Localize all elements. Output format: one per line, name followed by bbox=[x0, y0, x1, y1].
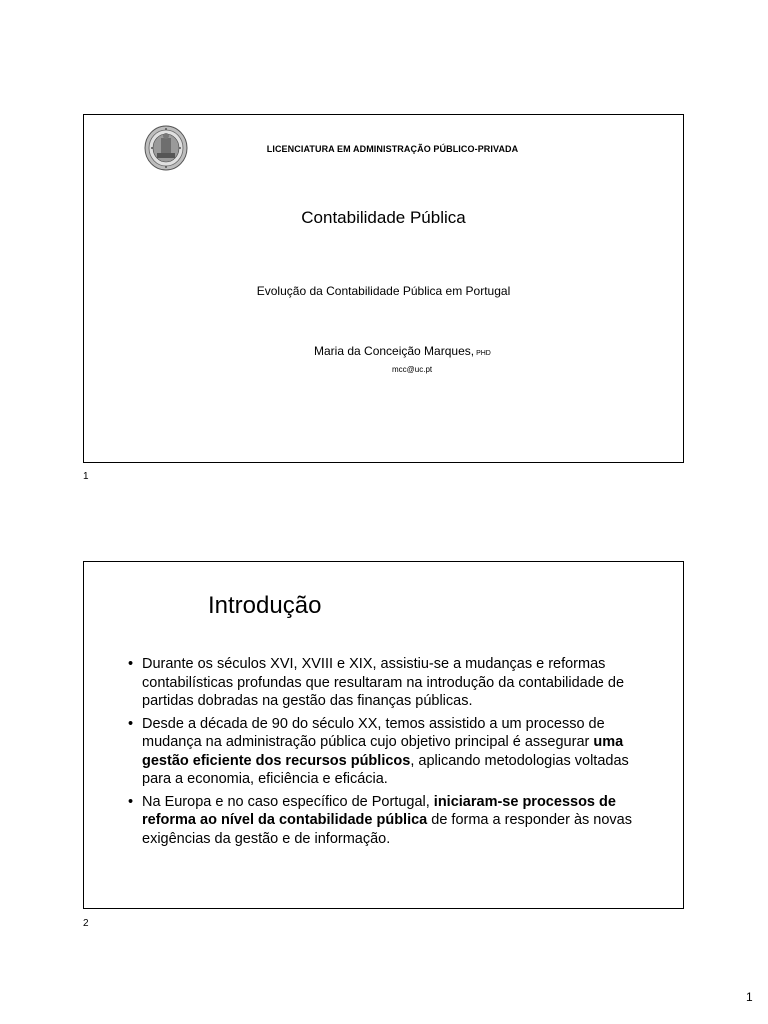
slide-1 bbox=[83, 114, 684, 463]
author-degree: PHD bbox=[476, 350, 491, 357]
author-name bbox=[314, 344, 491, 358]
bullet-text: Durante os séculos XVI, XVIII e XIX, assistiu-se a mudanças e reformas contabilísticas profundas que resultaram na introdução da contabilidade de partidas dobradas na gestão das finanças públicas. bbox=[142, 656, 625, 709]
slide-number-1: 1 bbox=[83, 471, 89, 482]
bullet-list bbox=[128, 655, 648, 852]
bullet-item bbox=[128, 793, 648, 849]
bullet-text: Na Europa e no caso específico de Portugal, bbox=[142, 793, 434, 810]
bullet-text: , aplicando metodologias voltadas para a economia, eficiência e eficácia. bbox=[142, 752, 629, 787]
bullet-bold-text: iniciaram-se processos de reforma ao nível da contabilidade pública bbox=[142, 793, 616, 828]
slide-title: Contabilidade Pública bbox=[301, 208, 466, 227]
slide-number-2: 2 bbox=[83, 918, 89, 929]
bullet-text: de forma a responder às novas exigências da gestão e de informação. bbox=[142, 812, 632, 847]
page-number: 1 bbox=[746, 990, 753, 1004]
slide-2 bbox=[83, 561, 684, 909]
author-email: mcc@uc.pt bbox=[392, 365, 433, 374]
slide-subtitle: Evolução da Contabilidade Pública em Portugal bbox=[256, 284, 511, 298]
bullet-text: Desde a década de 90 do século XX, temos assistido a um processo de mudança na administração pública cujo objetivo principal é assegurar bbox=[142, 715, 605, 750]
author-name-text: Maria da Conceição Marques, bbox=[314, 344, 475, 358]
program-name: LICENCIATURA EM ADMINISTRAÇÃO PÚBLICO-PRIVADA bbox=[266, 144, 519, 154]
bullet-bold-text: uma gestão eficiente dos recursos públicos bbox=[142, 734, 624, 769]
bullet-item bbox=[128, 655, 648, 711]
slide-title: Introdução bbox=[208, 592, 322, 619]
bullet-item bbox=[128, 715, 648, 789]
